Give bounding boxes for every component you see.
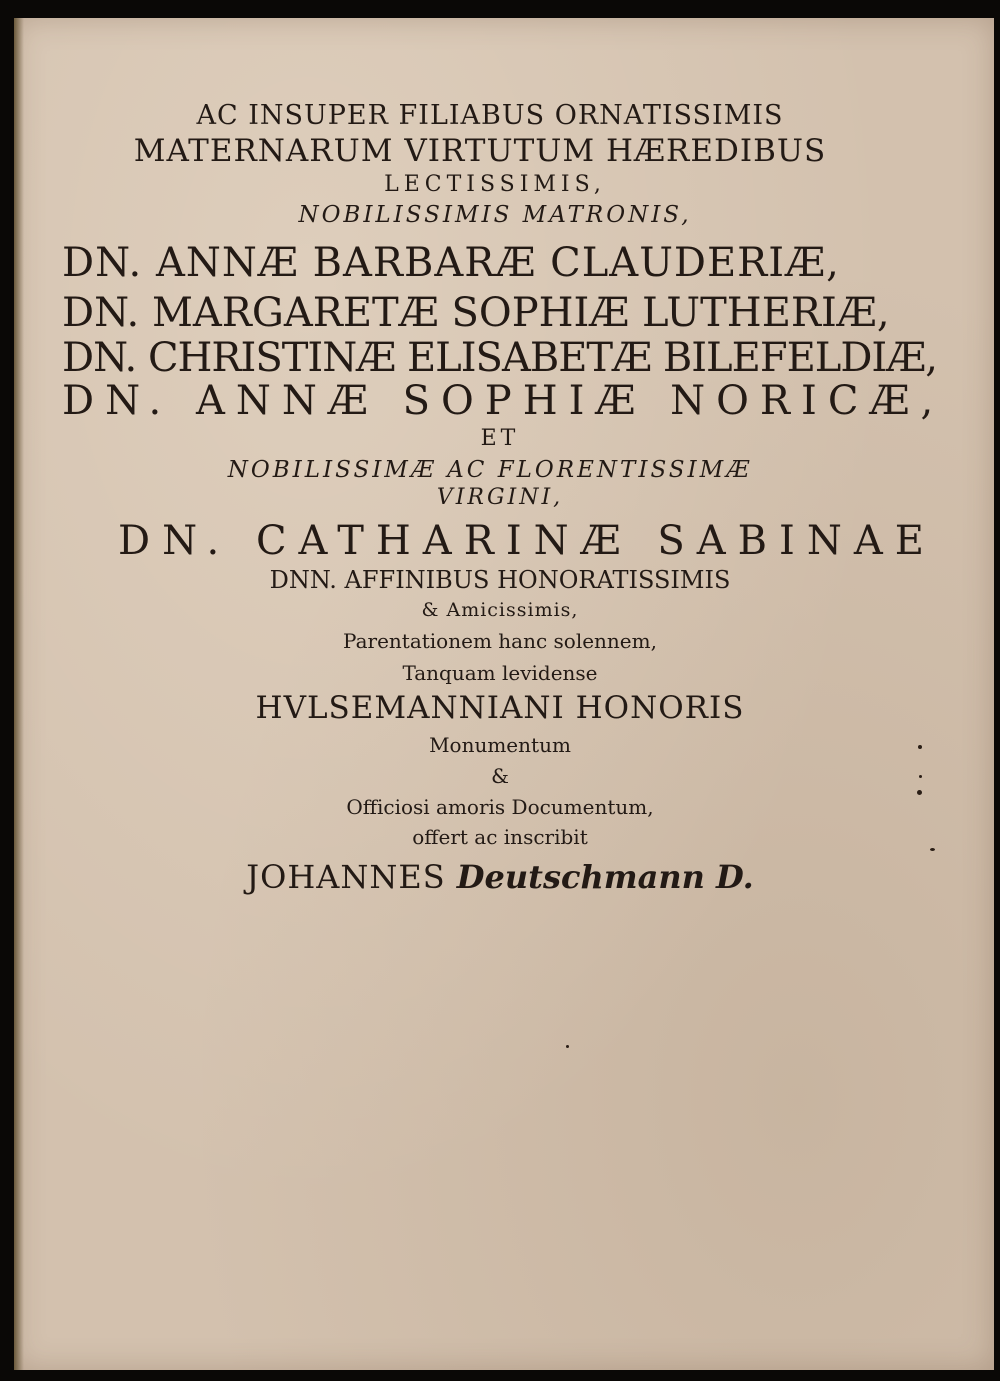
speck — [917, 790, 922, 795]
name-anna-sophia: DN. ANNÆ SOPHIÆ NORICÆ, — [62, 378, 945, 424]
name-catharina-sabina: DN. CATHARINÆ SABINAE — [118, 518, 936, 564]
line-ampersand: & — [491, 764, 509, 788]
speck — [918, 745, 922, 749]
signature-given-name: JOHANNES — [246, 858, 446, 896]
speck — [566, 1045, 569, 1048]
line-parentationem: Parentationem hanc solennem, — [343, 629, 657, 653]
heading-maternarum: MATERNARUM VIRTUTUM HÆREDIBUS — [133, 133, 827, 169]
line-amicissimis: & Amicissimis, — [421, 599, 579, 621]
line-tanquam: Tanquam levidense — [402, 661, 598, 685]
name-anna-barbara: DN. ANNÆ BARBARÆ CLAUDERIÆ, — [62, 240, 840, 286]
heading-matronis: NOBILISSIMIS MATRONIS, — [298, 202, 692, 228]
speck — [919, 775, 922, 778]
heading-nobilissimae: NOBILISSIMÆ AC FLORENTISSIMÆ — [227, 457, 753, 483]
signature-surname: Deutschmann D. — [456, 858, 754, 896]
heading-virgini: VIRGINI, — [436, 485, 564, 510]
heading-filiabus: AC INSUPER FILIABUS ORNATISSIMIS — [196, 100, 784, 131]
conjunction-et: ET — [480, 426, 520, 451]
line-monumentum: Monumentum — [429, 733, 571, 757]
line-affinibus: DNN. AFFINIBUS HONORATISSIMIS — [269, 566, 731, 594]
name-margareta-sophia: DN. MARGARETÆ SOPHIÆ LUTHERIÆ, — [62, 290, 890, 336]
heading-lectissimis: LECTISSIMIS, — [384, 172, 606, 197]
line-honoris: HVLSEMANNIANI HONORIS — [255, 690, 745, 726]
line-officiosi: Officiosi amoris Documentum, — [346, 795, 654, 819]
signature — [0, 858, 1000, 896]
name-christina-elisabeta: DN. CHRISTINÆ ELISABETÆ BILEFELDIÆ, — [62, 335, 937, 381]
line-offert: offert ac inscribit — [412, 825, 588, 849]
speck — [930, 848, 935, 851]
